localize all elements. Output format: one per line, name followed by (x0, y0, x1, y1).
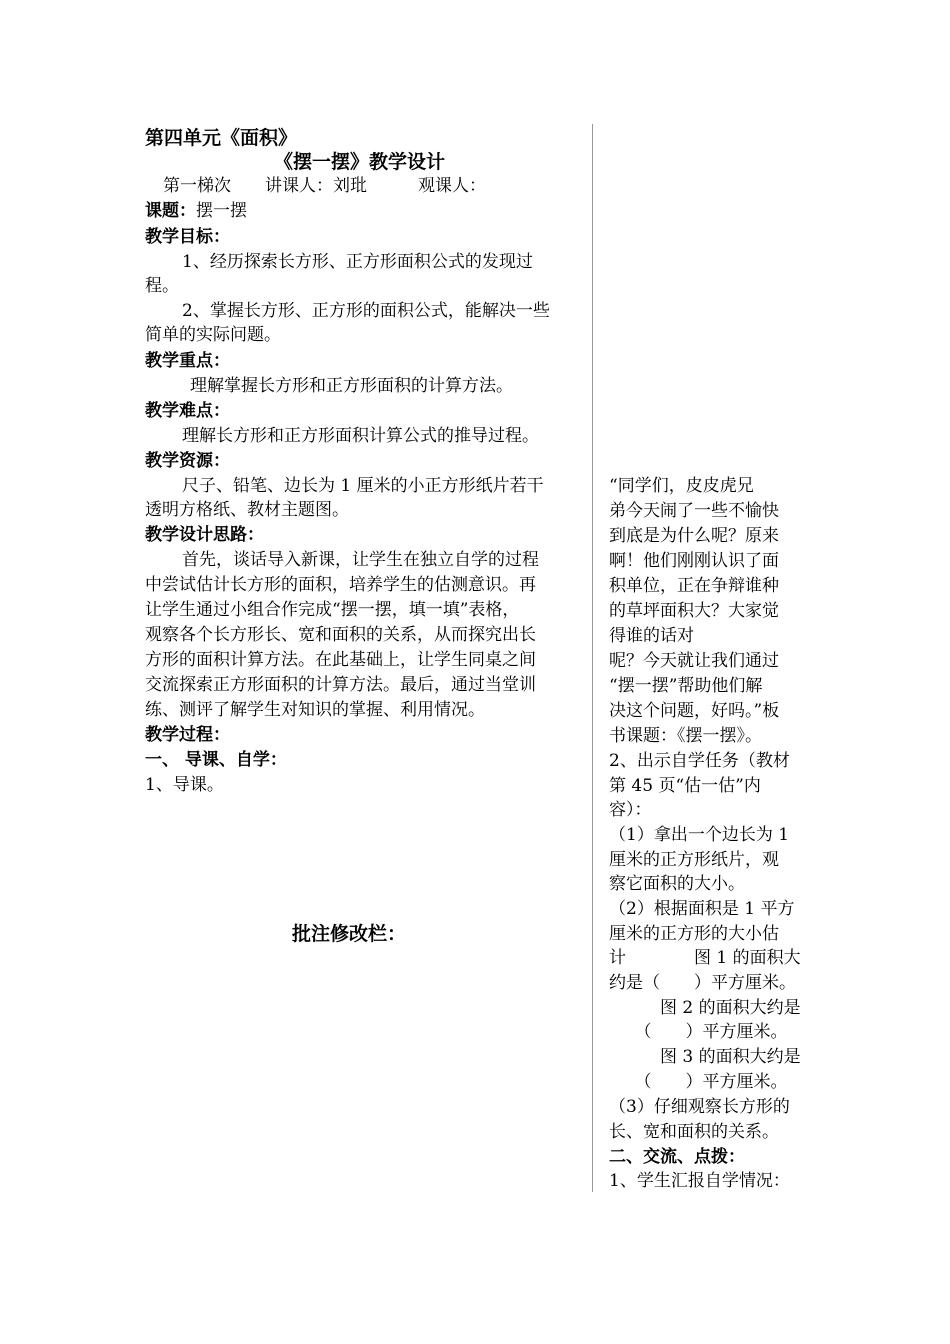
difficulty-heading: 教学难点： (145, 401, 230, 421)
process-step-1-1: 1、导课。 (145, 775, 224, 795)
right-line: 第 45 页“估一估”内 (609, 776, 761, 796)
right-line: 厘米的正方形纸片，观 (609, 850, 779, 870)
goals-heading: 教学目标： (145, 227, 230, 247)
design-idea-line-6: 交流探索正方形面积的计算方法。最后，通过当堂训 (145, 675, 536, 695)
resources-heading: 教学资源： (145, 451, 230, 471)
design-idea-line-4: 观察各个长方形长、宽和面积的关系，从而探究出长 (145, 625, 536, 645)
right-line: “同学们，皮皮虎兄 (609, 476, 754, 496)
design-idea-line-7: 练、测评了解学生对知识的掌握、利用情况。 (145, 700, 485, 720)
design-idea-line-3: 让学生通过小组合作完成“摆一摆，填一填”表格， (145, 600, 520, 620)
right-line: （ ）平方厘米。 (609, 1022, 788, 1042)
doc-title: 《摆一摆》教学设计 (274, 151, 446, 173)
key-point-heading: 教学重点： (145, 351, 230, 371)
right-line: （3）仔细观察长方形的 (609, 1097, 790, 1117)
column-divider (592, 124, 593, 1192)
right-line: 啊！他们刚刚认识了面 (609, 551, 779, 571)
right-line: 察它面积的大小。 (609, 874, 745, 894)
goal-1-line-1: 1、经历探索长方形、正方形面积公式的发现过 (182, 252, 533, 272)
right-line: （ ）平方厘米。 (609, 1072, 788, 1092)
right-line: （2）根据面积是 1 平方 (609, 899, 795, 919)
goal-2-line-2: 简单的实际问题。 (145, 325, 281, 345)
annotation-heading: 批注修改栏： (292, 923, 407, 945)
right-line: 决这个问题，好吗。”板 (609, 701, 780, 721)
right-section-heading: 二、交流、点拨： (609, 1147, 745, 1167)
design-idea-heading: 教学设计思路： (145, 525, 264, 545)
right-line: 积单位，正在争辩谁种 (609, 576, 779, 596)
right-line: 的草坪面积大？大家觉 (609, 601, 779, 621)
key-point-text: 理解掌握长方形和正方形面积的计算方法。 (190, 376, 513, 396)
right-line: 厘米的正方形的大小估 (609, 924, 779, 944)
right-line: 书课题：《摆一摆》。 (609, 726, 762, 746)
right-line: 容）： (609, 800, 652, 820)
process-heading: 教学过程： (145, 725, 230, 745)
difficulty-text: 理解长方形和正方形面积计算公式的推导过程。 (182, 426, 539, 446)
right-line: 到底是为什么呢？原来 (609, 526, 779, 546)
topic-value: 摆一摆 (196, 201, 247, 221)
resources-line-1: 尺子、铅笔、边长为 1 厘米的小正方形纸片若干 (182, 476, 544, 496)
right-line: 得谁的话对 (609, 626, 694, 646)
right-line: 图 3 的面积大约是 (609, 1047, 801, 1067)
right-line: 弟今天闹了一些不愉快 (609, 501, 779, 521)
goal-1-line-2: 程。 (145, 276, 179, 296)
right-line: 2、出示自学任务（教材 (609, 751, 790, 771)
process-step-1: 一、 导课、自学： (145, 750, 287, 770)
resources-line-2: 透明方格纸、教材主题图。 (145, 500, 349, 520)
right-line: 计 图 1 的面积大 (609, 948, 801, 968)
topic-line (145, 199, 247, 223)
unit-title: 第四单元《面积》 (145, 127, 298, 149)
design-idea-line-2: 中尝试估计长方形的面积，培养学生的估测意识。再 (145, 575, 536, 595)
design-idea-line-5: 方形的面积计算方法。在此基础上，让学生同桌之间 (145, 650, 536, 670)
right-line: 1、学生汇报自学情况： (609, 1171, 790, 1191)
topic-label: 课题： (145, 201, 196, 221)
right-line: （1）拿出一个边长为 1 (609, 825, 790, 845)
right-line: 呢？今天就让我们通过 (609, 651, 779, 671)
right-line: 长、宽和面积的关系。 (609, 1122, 779, 1142)
right-line: 图 2 的面积大约是 (609, 998, 801, 1018)
design-idea-line-1: 首先，谈话导入新课，让学生在独立自学的过程 (182, 550, 539, 570)
right-line: 约是（ ）平方厘米。 (609, 973, 796, 993)
doc-meta: 第一梯次 讲课人：刘玭 观课人： (163, 176, 486, 196)
right-line: “摆一摆”帮助他们解 (609, 676, 763, 696)
goal-2-line-1: 2、掌握长方形、正方形的面积公式，能解决一些 (182, 301, 550, 321)
